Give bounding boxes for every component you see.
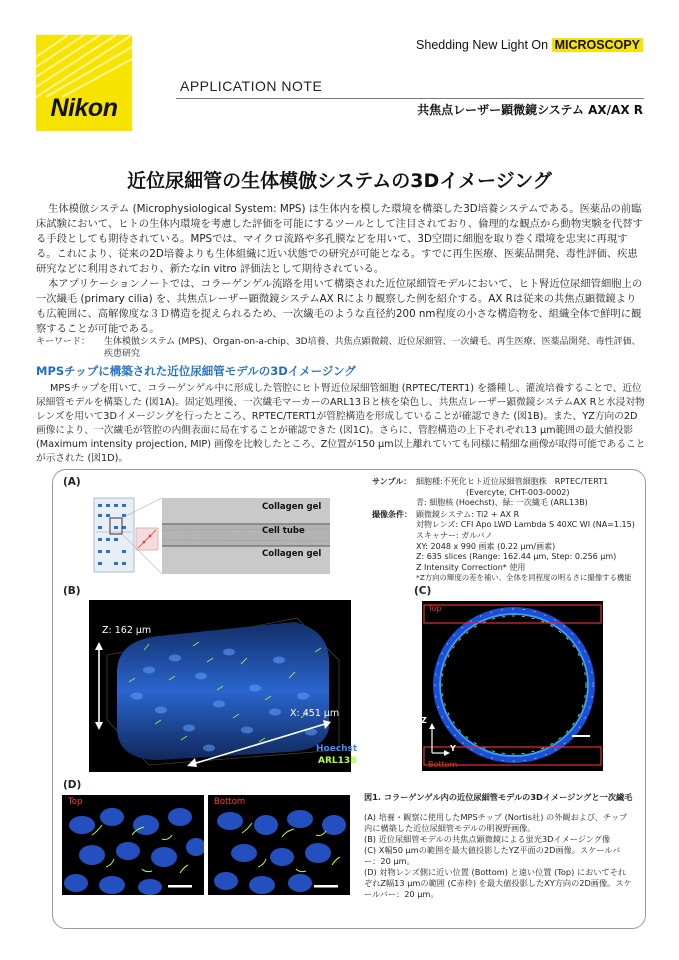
intro [36, 202, 646, 337]
conditions-key: 撮像条件： [372, 509, 412, 519]
figure-caption [364, 812, 634, 900]
sample-info [372, 477, 642, 584]
keywords-label: キーワード： [36, 337, 91, 347]
doc-type: APPLICATION NOTE [180, 78, 323, 94]
mip-bottom-label: Bottom [214, 797, 246, 807]
legend-hoechst: Hoechst [316, 744, 358, 754]
crosssection-bottom-label: Bottom [428, 760, 458, 769]
sample-line: 青: 細胞核 (Hoechst)、緑: 一次繊毛 (ARL13B) [416, 498, 588, 508]
mps-chip-image [94, 498, 134, 572]
condition-line: Z Intensity Correction* 使用 [416, 562, 526, 572]
sample-line: (Evercyte, CHT-003-0002) [466, 487, 570, 497]
panel-label-a: (A) [63, 476, 81, 488]
mip-top-label: Top [68, 797, 83, 807]
panel-label-b: (B) [63, 585, 81, 597]
scale-bar [168, 885, 192, 888]
section-heading: MPSチップに構築された近位尿細管モデルの3Dイメージング [36, 364, 356, 378]
x-dimension-label: X: 451 µm [290, 708, 340, 719]
condition-line: 顕微鏡システム: Ti2 + AX R [416, 509, 520, 519]
z-dimension-label: Z: 162 µm [102, 625, 152, 636]
nikon-logo [36, 35, 132, 131]
sample-key: サンプル： [372, 477, 412, 486]
mip-bottom-image [208, 795, 350, 895]
condition-footnote: *Z方向の輝度の差を補い、全体を同程度の明るさに撮像する機能 [416, 573, 632, 583]
header-divider [176, 98, 644, 99]
mip-top-image [62, 795, 204, 895]
chip-label-collagen-bottom: Collagen gel [262, 549, 322, 559]
tagline [416, 38, 643, 52]
intro-paragraph-2: 本アプリケーションノートでは、コラーゲンゲル流路を用いて構築された近位尿細管モデルにおいて、ヒト腎近位尿細管細胞上の一次繊毛 (primary cilia) を、共焦点レーザー顕微鏡システムAX Rにより観察した例を紹介する。AX Rは従来の共焦点顕微鏡よりも広範囲に、高解像度な３Ｄ構造を捉えられるため、一次繊毛のような直径約200 nm程度の小さな構造物を、組織全体で鮮明に観察することが可能である。 [36, 278, 643, 335]
panel-label-d: (D) [63, 779, 82, 791]
product-name: 共焦点レーザー顕微鏡システム AX/AX R [417, 103, 643, 117]
caption-line: (B) 近位尿細管モデルの共焦点顕微鏡による蛍光3Dイメージング像 [364, 834, 611, 844]
caption-line: (C) X幅50 µmの範囲を最大値投影したYZ平面の2D画像。スケールバー：20 µm。 [364, 845, 621, 866]
axis-z-label: Z [421, 716, 427, 725]
chip-label-cell-tube: Cell tube [262, 526, 305, 536]
caption-line: (D) 対物レンズ側に近い位置 (Bottom) と遠い位置 (Top) においてそれぞれZ幅13 µmの範囲 (C赤枠) を最大値投影したXY方向の2D画像。スケールバー：20 µm。 [364, 867, 632, 899]
crosssection-top-label: Top [428, 604, 442, 613]
sample-row [372, 477, 642, 509]
axis-y-label: Y [450, 744, 456, 753]
legend-arl13b: ARL13B [318, 756, 358, 766]
figure-caption-title: 図1. コラーゲンゲル内の近位尿細管モデルの3Dイメージングと一次繊毛 [364, 792, 633, 802]
scale-bar [572, 735, 590, 737]
intro-paragraph-1: 生体模倣システム (Microphysiological System: MPS) は生体内を模した環境を構築した3D培養システムである。医薬品の前臨床試験において、ヒトの生体内環境を考慮した評価を可能にするツールとして注目されており、倫理的な観点から動物実験を代替する手段としても期待されている。MPSでは、マイクロ流路や多孔膜などを用いて、3D空間に細胞を取り巻く環境を忠実に再現する。これにより、従来の2D培養よりも生体組織に近い状態での研究が可能となる。すでに再生医療、医薬品開発、毒性評価、疾患研究などに利用されており、新たなin vitro 評価法として期待されている。 [36, 203, 643, 275]
sample-line: 細胞種:不死化ヒト近位尿細管細胞株 RPTEC/TERT1 [416, 477, 609, 486]
tagline-prefix: Shedding New Light On [416, 38, 549, 52]
section-text: MPSチップを用いて、コラーゲンゲル中に形成した管腔にヒト腎近位尿細管細胞 (RPTEC/TERT1) を播種し、灌流培養することで、近位尿細管モデルを構築した (図1A)。固定処理後、一次繊毛マーカーのARL13Ｂと核を染色し、共焦点レーザー顕微鏡システムAX Rと水浸対物レンズを用いて3Dイメージングを行ったところ、RPTEC/TERT1が管腔構造を形成していることが確認できた (図1B)。また、YZ方向の2D画像により、一次繊毛が管腔の内側表面に局在することが確認できた (図1C)。さらに、管腔構造の上下それぞれ13 µm範囲の最大値投影 (Maximum intensity projection, MIP) 画像を比較したところ、Z位置が150 µm以上離れていても同様に精細な画像が取得可能であることが示された (図1D)。 [36, 383, 646, 464]
chip-label-collagen-top: Collagen gel [262, 502, 322, 512]
keywords-text: 生体模倣システム (MPS)、Organ-on-a-chip、3D培養、共焦点顕微鏡、近位尿細管、一次繊毛、再生医療、医薬品開発、毒性評価、疾患研究 [104, 337, 641, 359]
conditions-row [372, 510, 642, 584]
tagline-highlight: MICROSCOPY [552, 38, 643, 52]
condition-line: 対物レンズ: CFI Apo LWD Lambda S 40XC WI (NA=1.15) [416, 520, 635, 530]
condition-line: スキャナー: ガルバノ [416, 530, 493, 540]
z-dimension-arrow [95, 642, 103, 730]
page-title: 近位尿細管の生体模倣システムの3Dイメージング [127, 170, 552, 192]
condition-line: XY: 2048 x 990 画素 (0.22 µm/画素) [416, 541, 556, 551]
scale-bar [314, 885, 338, 888]
logo-wordmark: Nikon [50, 94, 118, 122]
condition-line: Z: 635 slices (Range: 162.44 µm, Step: 0.256 µm) [416, 552, 617, 562]
caption-line: (A) 培養・観察に使用したMPSチップ (Nortis社) の外観および、チップ内に構築した近位尿細管モデルの明視野画像。 [364, 812, 628, 833]
panel-label-c: (C) [414, 585, 432, 597]
